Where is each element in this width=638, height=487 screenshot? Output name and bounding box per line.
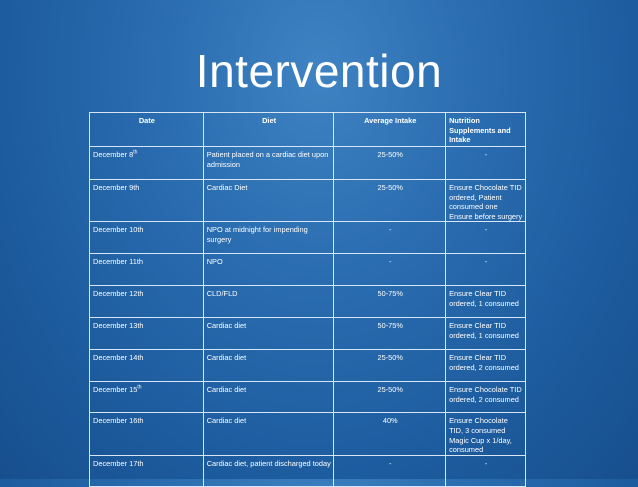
header-average-intake: Average Intake	[334, 113, 446, 147]
cell-average-intake: -	[334, 455, 446, 486]
cell-nutrition-supplement: -	[446, 455, 526, 486]
cell-date	[90, 413, 204, 455]
cell-nutrition-supplement: Ensure Chocolate TID, 3 consumed Magic Cup x 1/day, consumed	[446, 413, 526, 455]
table-row	[90, 413, 526, 455]
table-header-row	[90, 113, 526, 147]
date-text: December 13th	[93, 321, 144, 331]
cell-diet: NPO	[203, 254, 334, 286]
cell-average-intake: -	[334, 222, 446, 254]
cell-diet: NPO at midnight for impending surgery	[203, 222, 334, 254]
date-text: December 12th	[93, 289, 144, 299]
date-text: December 8	[93, 150, 134, 159]
header-date: Date	[90, 113, 204, 147]
cell-date	[90, 180, 204, 222]
table-row	[90, 147, 526, 180]
cell-average-intake: 25-50%	[334, 350, 446, 382]
cell-date	[90, 382, 204, 413]
date-ordinal-suffix: th	[133, 149, 138, 156]
cell-nutrition-supplement: Ensure Clear TID ordered, 1 consumed	[446, 286, 526, 318]
cell-nutrition-supplement: -	[446, 147, 526, 180]
cell-nutrition-supplement: -	[446, 222, 526, 254]
table-row	[90, 222, 526, 254]
date-text: December 14th	[93, 353, 144, 363]
cell-average-intake: 40%	[334, 413, 446, 455]
cell-nutrition-supplement: Ensure Chocolate TID ordered, 2 consumed	[446, 382, 526, 413]
intervention-table	[89, 112, 526, 487]
header-nutrition-supplements: Nutrition Supplements and Intake	[446, 113, 526, 147]
cell-date	[90, 286, 204, 318]
cell-diet: CLD/FLD	[203, 286, 334, 318]
date-text: December 15	[93, 385, 138, 395]
table-row	[90, 254, 526, 286]
cell-average-intake: 25-50%	[334, 180, 446, 222]
cell-diet: Cardiac diet	[203, 413, 334, 455]
cell-average-intake: 50-75%	[334, 286, 446, 318]
date-text: December 11th	[93, 257, 143, 267]
cell-date	[90, 222, 204, 254]
cell-average-intake: 50-75%	[334, 318, 446, 350]
table-row	[90, 350, 526, 382]
cell-date	[90, 318, 204, 350]
cell-nutrition-supplement: Ensure Chocolate TID ordered, Patient consumed one Ensure before surgery	[446, 180, 526, 222]
table-row	[90, 180, 526, 222]
table-row	[90, 318, 526, 350]
cell-nutrition-supplement: -	[446, 254, 526, 286]
header-diet: Diet	[203, 113, 334, 147]
cell-date	[90, 147, 204, 180]
table-row	[90, 382, 526, 413]
cell-diet: Cardiac diet	[203, 318, 334, 350]
table-row	[90, 455, 526, 486]
cell-nutrition-supplement: Ensure Clear TID ordered, 1 consumed	[446, 318, 526, 350]
date-text: December 16th	[93, 416, 144, 426]
cell-nutrition-supplement: Ensure Clear TID ordered, 2 consumed	[446, 350, 526, 382]
slide-title: Intervention	[195, 45, 443, 97]
cell-date	[90, 350, 204, 382]
cell-diet: Cardiac diet	[203, 382, 334, 413]
cell-average-intake: 25-50%	[334, 147, 446, 180]
cell-average-intake: -	[334, 254, 446, 286]
table-row	[90, 286, 526, 318]
cell-diet: Patient placed on a cardiac diet upon admission	[203, 147, 334, 180]
date-text: December 10th	[93, 225, 144, 235]
cell-diet: Cardiac Diet	[203, 180, 334, 222]
cell-average-intake: 25-50%	[334, 382, 446, 413]
cell-diet: Cardiac diet, patient discharged today	[203, 455, 334, 486]
cell-date	[90, 254, 204, 286]
cell-date	[90, 455, 204, 486]
date-text: December 17th	[93, 458, 144, 468]
cell-diet: Cardiac diet	[203, 350, 334, 382]
date-ordinal-suffix: th	[137, 384, 142, 391]
date-text: December 9th	[93, 183, 140, 192]
